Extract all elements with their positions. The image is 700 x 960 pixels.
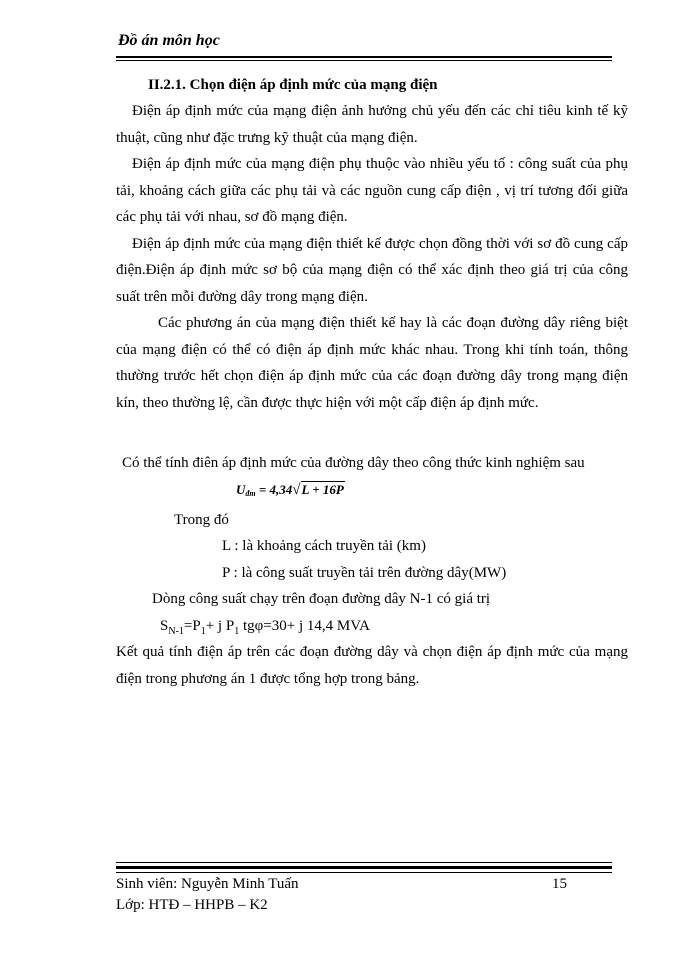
result-paragraph: Kết quả tính điện áp trên các đoạn đường dây và chọn điện áp định mức của mạng điện trong phương án 1 được tổng hợp trong bảng. [116,644,628,687]
sn-jp1-subscript: 1 [234,625,240,637]
radical-sign: √ [292,481,301,498]
trong-do-label: Trong đó [174,511,229,528]
formula-lhs: U [236,481,246,497]
sn-value: tgφ=30+ j 14,4 MVA [239,617,370,634]
footer-rule-thin-bottom [116,872,612,873]
formula-coefficient: = 4,34 [255,481,293,497]
header-rule-thin [116,60,612,61]
formula-intro: Có thể tính điên áp định mức của đường dây theo công thức kinh nghiệm sau [122,455,585,471]
footer-student: Sinh viên: Nguyễn Minh Tuấn [116,876,299,892]
footer-rule-thin-top [116,862,612,863]
sn-subscript: N-1 [168,625,184,637]
paragraph-2: Điện áp định mức của mạng điện phụ thuộc vào nhiều yếu tố : công suất của phụ tải, khoảng cách giữa các phụ tải và các nguồn cung cấp điện , vị trí tương đối giữa các phụ tải với nhau, sơ đồ mạng điện. [116,156,628,225]
footer-rule-thick [116,866,612,869]
header-rule [116,56,612,58]
sn-symbol: S [160,617,169,634]
paragraph-1: Điện áp định mức của mạng điện ảnh hưởng chủ yếu đến các chỉ tiêu kinh tế kỹ thuật, cũng như đặc trưng kỹ thuật của mạng điện. [116,103,628,146]
formula-radicand: L + 16P [301,481,344,497]
power-flow-line: Dòng công suất chạy trên đoạn đường dây N-1 có giá trị [152,591,491,607]
definition-l: L : là khoảng cách truyền tải (km) [222,538,426,554]
sn-jp1: + j P [205,617,235,634]
section-title: II.2.1. Chọn điện áp định mức của mạng điện [148,77,438,93]
sn-p1: =P [183,617,201,634]
power-flow-formula [160,613,628,640]
page-number: 15 [552,876,567,892]
header-title: Đồ án môn học [118,32,220,49]
definition-p: P : là công suất truyền tải trên đường dây(MW) [222,564,507,581]
formula-udm [236,477,628,507]
paragraph-3: Điện áp định mức của mạng điện thiết kế được chọn đồng thời với sơ đồ cung cấp điện.Điện áp định mức sơ bộ của mạng điện có thể xác định theo giá trị của công suất trên mỗi đường dây trong mạng điện. [116,235,628,305]
sn-p1-subscript: 1 [200,625,206,637]
footer-class: Lớp: HTĐ – HHPB – K2 [116,897,268,913]
paragraph-4: Các phương án của mạng điện thiết kế hay là các đoạn đường dây riêng biệt của mạng điện có thể có điện áp định mức khác nhau. Trong khi tính toán, thông thường trước hết chọn điện áp định mức của các đoạn đường dây trong mạng điện kín, theo thường lệ, cần được thực hiện với một cấp điện áp định mức. [116,315,628,411]
formula-subscript: đm [245,488,256,498]
main-content [116,72,628,692]
